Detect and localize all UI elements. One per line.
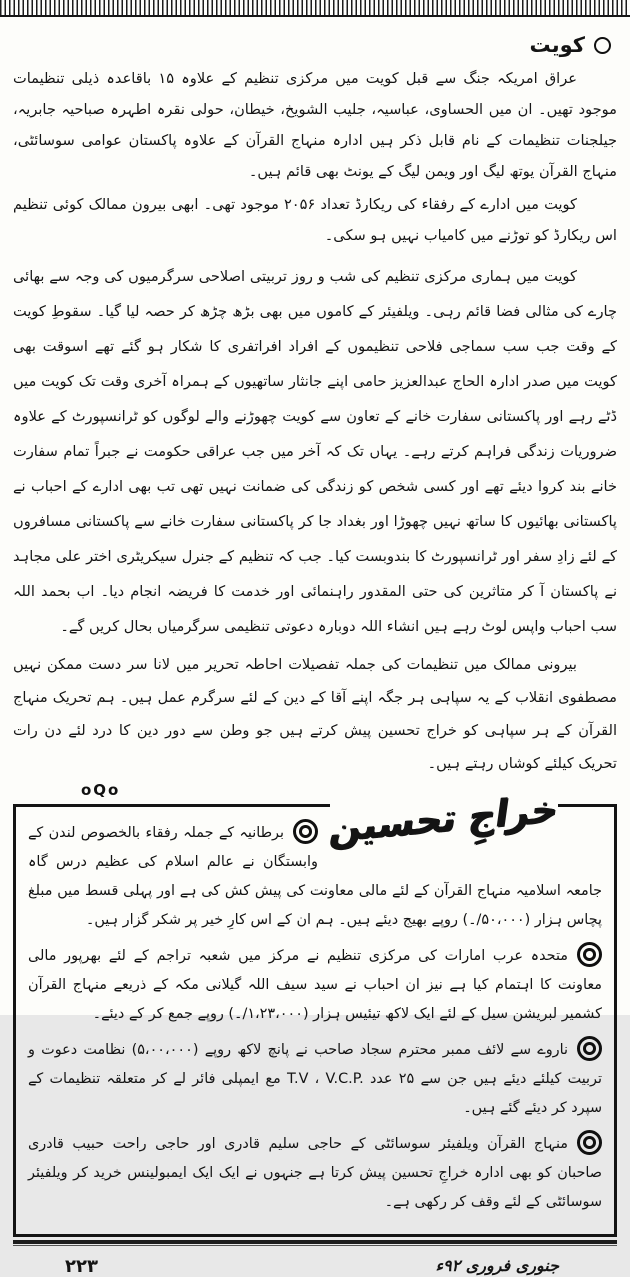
tribute-box-title-calligraphy bbox=[327, 781, 561, 855]
tribute-box-title: خراجِ تحسین bbox=[327, 786, 561, 850]
paragraph-record-membership: کویت میں ادارے کے رفقاء کی ریکارڈ تعداد ۲۰۵۶ موجود تھی۔ ابھی بیرون ممالک کوئی تنظیم اس ریکارڈ کو توڑنے میں کامیاب نہیں ہو سکی۔ bbox=[13, 196, 617, 244]
tribute-item-text: متحدہ عرب امارات کی مرکزی تنظیم نے مرکز میں شعبہ تراجم کے لئے بھرپور مالی معاونت کا اہتمام کیا ہے نیز ان احباب نے سید سیف اللہ گیلانی مکہ کے ذریعے منہاج القرآن کشمیر لبریشن سیل کے لئے ایک لاکھ تیئیس ہزار (۱،۲۳،۰۰۰/۔) روپے جمع کر کے دیئے۔ bbox=[28, 948, 602, 1022]
section-heading-row bbox=[13, 33, 611, 57]
tribute-item-welfare-society bbox=[28, 1130, 602, 1217]
tribute-item-text: ناروے سے لائف ممبر محترم سجاد صاحب نے پانچ لاکھ روپے (۵،۰۰،۰۰۰) نظامت دعوت و تربیت کیلئے دیئے ہیں جن سے ۲۵ عدد ‎T.V ، V.C.P.‎ مع ایمپلی فائر لے کر متعلقہ تنظیمات کے سپرد کر دیئے گئے ہیں۔ bbox=[28, 1042, 602, 1116]
issue-date: جنوری فروری ۹۲ء bbox=[435, 1256, 559, 1275]
section-heading: کویت bbox=[529, 33, 585, 57]
circle-bullet-icon bbox=[594, 37, 611, 54]
bullseye-icon bbox=[577, 1130, 602, 1155]
tribute-item-uae bbox=[28, 942, 602, 1029]
bullseye-icon bbox=[577, 1036, 602, 1061]
bullseye-icon bbox=[577, 942, 602, 967]
page-footer bbox=[13, 1246, 617, 1277]
divider-ornament: oQo bbox=[81, 781, 121, 799]
bullseye-icon bbox=[293, 819, 318, 844]
paragraph-kuwait-organizations: عراق امریکہ جنگ سے قبل کویت میں مرکزی تنظیم کے علاوہ ۱۵ باقاعدہ ذیلی تنظیمات موجود تھیں۔ ان میں الحساوی، عباسیہ، جلیب الشویخ، خیطان، حولی نقرہ اطہرہ صباحیہ جابریہ، جیلجنات تنظیمات کے نام قابل ذکر ہیں ادارہ منہاج القرآن کے علاوہ پاکستان عوامی سوسائٹی، منہاج القرآن یوتھ لیگ اور ویمن لیگ کے یونٹ بھی قائم ہیں۔ bbox=[13, 70, 617, 180]
page-content bbox=[0, 17, 630, 1277]
paragraph-foreign-branches-tribute: بیرونی ممالک میں تنظیمات کی جملہ تفصیلات احاطہ تحریر میں لانا سر دست ممکن نہیں مصطفوی انقلاب کے یہ سپاہی ہر جگہ اپنے آقا کے دین کے لئے سرگرم عمل ہیں۔ ہم تحریک منہاج القرآن کے ہر سپاہی کو خراج تحسین پیش کرتے ہیں جو وطن سے دور دین کا درد لئے دن رات تحریک کیلئے کوشاں رہتے ہیں۔ bbox=[13, 656, 617, 772]
tribute-item-norway bbox=[28, 1036, 602, 1123]
page-number: ۲۲۳ bbox=[65, 1256, 98, 1277]
tribute-item-text: برطانیہ کے جملہ رفقاء بالخصوص لندن کے وابستگان نے عالم اسلام کی عظیم درس گاہ جامعہ اسلامیہ منہاج القرآن کے لئے مالی معاونت کی پیش کش کی ہے اور پہلی قسط میں مبلغ پچاس ہزار (۵۰،۰۰۰/۔) روپے بھیج دیئے ہیں۔ ہم ان کے اس کارِ خیر پر شکر گزار ہیں۔ bbox=[28, 825, 602, 928]
tribute-item-text: منہاج القرآن ویلفیئر سوسائٹی کے حاجی سلیم قادری اور حاجی راحت حبیب قادری صاحبان کو بھی ادارہ خراجِ تحسین پیش کرتا ہے جنہوں نے ایک ایک ایمبولینس خرید کر ویلفیئر سوسائٹی کے لئے وقف کر رکھی ہے۔ bbox=[28, 1136, 602, 1210]
paragraph-war-relief-efforts: کویت میں ہماری مرکزی تنظیم کی شب و روز تربیتی اصلاحی سرگرمیوں کی وجہ سے بھائی چارے کی مثالی فضا قائم رہی۔ ویلفیئر کے کاموں میں بھی بڑھ چڑھ کر حصہ لیا گیا۔ سقوطِ کویت کے وقت جب سب سماجی فلاحی تنظیموں کے افراد افراتفری کا شکار ہو گئے تھے اسوقت بھی کویت میں صدر ادارہ الحاج عبدالعزیز حامی اپنے جانثار ساتھیوں کے ہمراہ آخری وقت تک کویت میں ڈٹے رہے اور پاکستانی سفارت خانے کے تعاون سے کویت چھوڑنے والے لوگوں کو ٹرانسپورٹ کے علاوہ ضروریات زندگی فراہم کرتے رہے۔ یہاں تک کہ آخر میں جب عراقی حکومت نے جبراً تمام سفارت خانے بند کروا دیئے تھے اور کسی شخص کو زندگی کی ضمانت نہیں تھی تب بھی ادارے کے احباب نے پاکستانی بھائیوں کا ساتھ نہیں چھوڑا اور بغداد جا کر پاکستانی سفارت خانے سے پاکستانی مسافروں کے لئے زادِ سفر اور ٹرانسپورٹ کا بندوبست کیا۔ جب کہ تنظیم کے جنرل سیکریٹری اختر علی مجاہد نے پاکستان آ کر متاثرین کی حتی المقدور راہنمائی اور خدمت کا فریضہ انجام دیا۔ اب بحمد اللہ سب احباب واپس لوٹ رہے ہیں انشاء اللہ دوبارہ دعوتی تنظیمی سرگرمیاں بحال کریں گے۔ bbox=[13, 268, 617, 635]
page-top-halftone-band bbox=[0, 0, 630, 17]
